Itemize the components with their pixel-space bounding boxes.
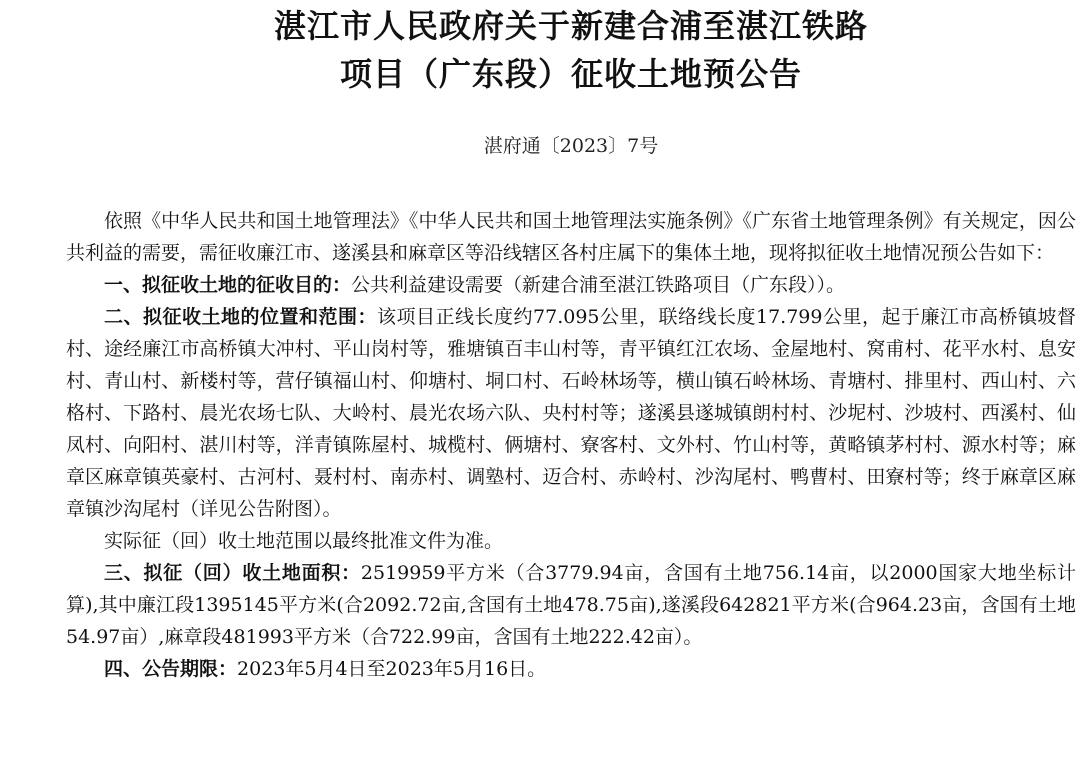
section-period	[66, 653, 1076, 685]
section-purpose-label: 一、拟征收土地的征收目的：	[104, 274, 352, 296]
section-location-text: 该项目正线长度约77.095公里，联络线长度17.799公里，起于廉江市高桥镇坡督村、途经廉江市高桥镇大冲村、平山岗村等，雅塘镇百丰山村等，青平镇红江农场、金屋地村、窝甫村、花平水村、息安村、青山村、新楼村等，营仔镇福山村、仰塘村、垌口村、石岭林场等，横山镇石岭林场、青塘村、排里村、西山村、六格村、下路村、晨光农场七队、大岭村、晨光农场六队、央村村等；遂溪县遂城镇朗村村、沙坭村、沙坡村、西溪村、仙凤村、向阳村、湛川村等，洋青镇陈屋村、城榄村、俩塘村、寮客村、文外村、竹山村等，黄略镇茅村村、源水村等；麻章区麻章镇英豪村、古河村、聂村村、南赤村、调塾村、迈合村、赤岭村、沙沟尾村、鸭曹村、田寮村等；终于麻章区麻章镇沙沟尾村（详见公告附图）。	[66, 306, 1076, 520]
section-location	[66, 301, 1076, 525]
section-final-scope-note-text: 实际征（回）收土地范围以最终批准文件为准。	[104, 530, 504, 552]
section-area-label: 三、拟征（回）收土地面积：	[104, 562, 361, 584]
section-location-label: 二、拟征收土地的位置和范围：	[104, 306, 378, 328]
document-number: 湛府通〔2023〕7号	[483, 135, 659, 157]
section-period-label: 四、公告期限：	[104, 658, 238, 680]
document-title-line-2: 项目（广东段）征收土地预公告	[339, 55, 802, 93]
section-final-scope-note	[66, 525, 1076, 557]
section-period-text: 2023年5月4日至2023年5月16日。	[237, 658, 547, 680]
announcement-document	[66, 0, 1076, 685]
document-body	[66, 205, 1076, 685]
section-purpose	[66, 269, 1076, 301]
section-area	[66, 557, 1076, 653]
document-title-line-1: 湛江市人民政府关于新建合浦至湛江铁路	[273, 7, 868, 45]
section-area-text: 2519959平方米（合3779.94亩，含国有土地756.14亩，以2000国家大地坐标计算),其中廉江段1395145平方米(合2092.72亩,含国有土地478.75亩),遂溪段642821平方米(合964.23亩，含国有土地54.97亩）,麻章段481993平方米（合722.99亩，含国有土地222.42亩）。	[66, 562, 1076, 648]
intro-paragraph: 依照《中华人民共和国土地管理法》《中华人民共和国土地管理法实施条例》《广东省土地管理条例》有关规定，因公共利益的需要，需征收廉江市、遂溪县和麻章区等沿线辖区各村庄属下的集体土地，现将拟征收土地情况预公告如下：	[66, 210, 1076, 264]
section-purpose-text: 公共利益建设需要（新建合浦至湛江铁路项目（广东段））。	[351, 274, 846, 296]
document-title	[66, 2, 1076, 98]
